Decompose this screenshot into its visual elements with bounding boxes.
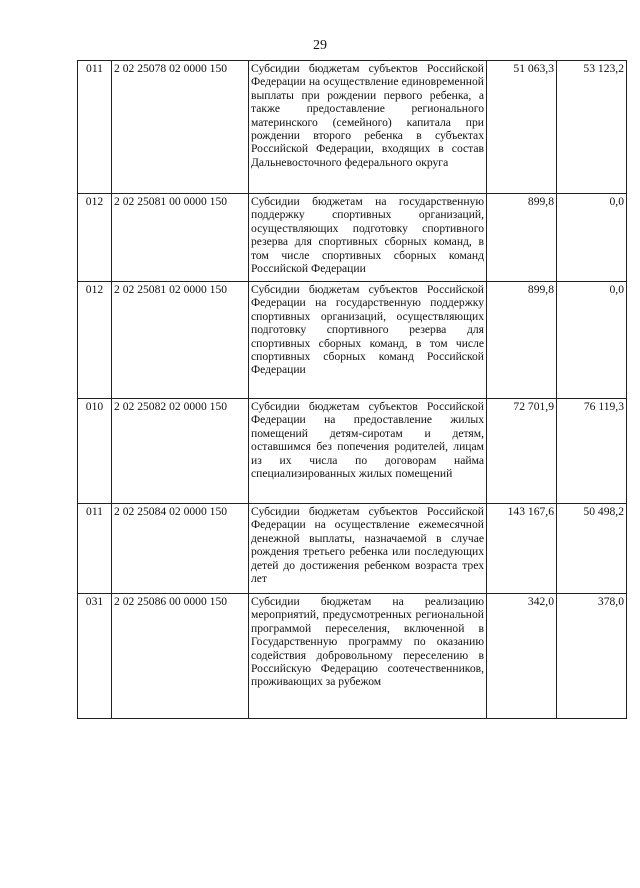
description-cell: Субсидии бюджетам субъектов Российской Федерации на государственную поддержку спортивных организаций, осуществляющих подготовку спортивного резерва для спортивных сборных команд, в том числе спортивных сборных команд Российской Федерации <box>249 282 487 399</box>
budget-classification-code-cell: 2 02 25082 02 0000 150 <box>112 399 249 504</box>
amount-first-year-cell: 72 701,9 <box>487 399 557 504</box>
table-row <box>78 282 627 399</box>
amount-first-year-cell: 899,8 <box>487 282 557 399</box>
amount-second-year-cell: 53 123,2 <box>557 61 627 194</box>
amount-first-year-cell: 143 167,6 <box>487 504 557 594</box>
budget-table <box>77 60 627 719</box>
description-cell: Субсидии бюджетам субъектов Российской Федерации на осуществление ежемесячной денежной выплаты, назначаемой в случае рождения третьего ребенка или последующих детей до достижения ребенком возраста трех лет <box>249 504 487 594</box>
description-cell: Субсидии бюджетам на государственную поддержку спортивных организаций, осуществляющих подготовку спортивного резерва для спортивных сборных команд, в том числе спортивных сборных команд Российской Федерации <box>249 194 487 282</box>
admin-code-cell: 011 <box>78 504 112 594</box>
admin-code-cell: 012 <box>78 282 112 399</box>
description-cell: Субсидии бюджетам субъектов Российской Федерации на осуществление единовременной выплаты при рождении первого ребенка, а также предоставление регионального материнского (семейного) капитала при рождении второго ребенка в субъектах Российской Федерации, входящих в состав Дальневосточного федерального округа <box>249 61 487 194</box>
amount-second-year-cell: 378,0 <box>557 594 627 719</box>
table-row <box>78 194 627 282</box>
description-cell: Субсидии бюджетам на реализацию мероприятий, предусмотренных региональной программой переселения, включенной в Государственную программу по оказанию содействия добровольному переселению в Российскую Федерацию соотечественников, проживающих за рубежом <box>249 594 487 719</box>
admin-code-cell: 012 <box>78 194 112 282</box>
table-row <box>78 399 627 504</box>
amount-second-year-cell: 76 119,3 <box>557 399 627 504</box>
table-row <box>78 594 627 719</box>
page-number: 29 <box>313 38 327 53</box>
table-row <box>78 504 627 594</box>
admin-code-cell: 011 <box>78 61 112 194</box>
admin-code-cell: 031 <box>78 594 112 719</box>
amount-second-year-cell: 0,0 <box>557 194 627 282</box>
budget-classification-code-cell: 2 02 25078 02 0000 150 <box>112 61 249 194</box>
amount-first-year-cell: 899,8 <box>487 194 557 282</box>
amount-second-year-cell: 0,0 <box>557 282 627 399</box>
budget-classification-code-cell: 2 02 25084 02 0000 150 <box>112 504 249 594</box>
description-cell: Субсидии бюджетам субъектов Российской Федерации на предоставление жилых помещений детям-сиротам и детям, оставшимся без попечения родителей, лицам из их числа по договорам найма специализированных жилых помещений <box>249 399 487 504</box>
budget-classification-code-cell: 2 02 25081 00 0000 150 <box>112 194 249 282</box>
amount-first-year-cell: 51 063,3 <box>487 61 557 194</box>
table-row <box>78 61 627 194</box>
amount-second-year-cell: 50 498,2 <box>557 504 627 594</box>
amount-first-year-cell: 342,0 <box>487 594 557 719</box>
budget-classification-code-cell: 2 02 25086 00 0000 150 <box>112 594 249 719</box>
admin-code-cell: 010 <box>78 399 112 504</box>
budget-classification-code-cell: 2 02 25081 02 0000 150 <box>112 282 249 399</box>
